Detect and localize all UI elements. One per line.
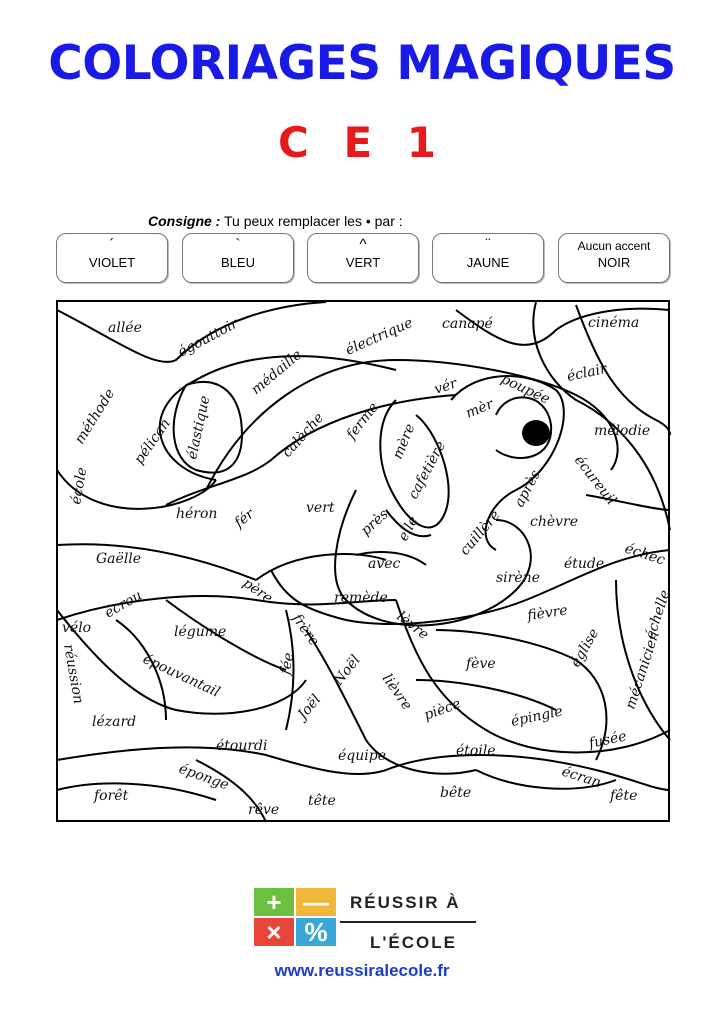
bird-eye [522, 420, 550, 446]
word-label: fièvre [526, 602, 569, 624]
word-label: rêve [248, 802, 280, 818]
word-label: poupée [498, 371, 553, 408]
word-label: élastique [184, 394, 214, 461]
legend-violet [56, 233, 168, 283]
word-label: électrique [343, 314, 416, 359]
word-label: éclair [565, 360, 609, 385]
word-label: après [511, 467, 545, 510]
coloring-drawing [56, 300, 674, 822]
percent-icon: % [296, 918, 336, 946]
word-label: pélican [131, 416, 174, 468]
word-label: forêt [94, 788, 129, 804]
plus-icon: + [254, 888, 294, 916]
word-label: équipe [338, 748, 386, 764]
word-label: lézard [92, 714, 137, 730]
instruction-label: Consigne : [148, 213, 221, 229]
instruction-text: Tu peux remplacer les • par : [223, 213, 403, 229]
word-label: éponge [176, 760, 231, 794]
word-label: fusée [587, 728, 628, 752]
legend-color-label: NOIR [597, 255, 631, 270]
word-label: Gaëlle [96, 551, 142, 567]
word-label: vert [306, 500, 335, 516]
word-label: mère [389, 421, 419, 462]
word-label: fève [466, 656, 496, 672]
legend-jaune [432, 233, 544, 283]
word-label: épouvantail [140, 651, 223, 701]
word-label: fér [231, 506, 258, 532]
word-label: écrou [102, 587, 145, 622]
legend-accent-mark: ´ [109, 236, 115, 253]
word-label: lièvre [378, 671, 415, 714]
word-label: chèvre [530, 514, 579, 530]
grade-subtitle: C E 1 [278, 118, 446, 167]
word-label: méthode [71, 386, 119, 448]
legend-color-label: JAUNE [466, 255, 510, 270]
legend-color-label: BLEU [221, 255, 255, 270]
multiply-icon: × [254, 918, 294, 946]
word-label: elle [395, 513, 422, 544]
word-label: lèvre [393, 608, 432, 644]
word-label: mélodie [594, 423, 651, 439]
word-label: Joël [294, 691, 325, 723]
website-link[interactable]: www.reussiralecole.fr [274, 961, 450, 980]
word-label: héron [176, 506, 218, 522]
minus-icon: — [296, 888, 336, 916]
word-label: père [239, 575, 276, 607]
brand-name-top: RÉUSSIR À [350, 893, 461, 912]
word-label: pièce [421, 695, 463, 724]
word-label: médaille [248, 346, 305, 399]
word-label: Noël [330, 652, 364, 689]
instruction-line [148, 213, 403, 229]
brand-divider [340, 921, 476, 923]
word-label: écureuil [570, 452, 620, 509]
word-label: tête [308, 793, 336, 809]
word-label: mèr [463, 396, 496, 422]
word-label: vér [432, 375, 460, 398]
legend-accent-mark: Aucun accent [577, 239, 651, 253]
page-title: COLORIAGES MAGIQUES [48, 36, 676, 91]
legend-color-label: VIOLET [88, 255, 136, 270]
word-label: étourdi [216, 738, 268, 754]
word-label: bête [440, 785, 472, 801]
word-label: canapé [442, 316, 493, 332]
word-label: étoile [456, 743, 496, 759]
coloring-picture [56, 300, 674, 822]
legend-accent-mark: ` [235, 236, 241, 253]
brand-name-bottom: L'ÉCOLE [370, 933, 457, 952]
word-label: allée [108, 320, 142, 336]
word-label: vélo [62, 620, 92, 636]
word-label: réussion [60, 642, 87, 706]
word-label: échec [622, 540, 667, 569]
word-label: près [357, 506, 392, 539]
word-label: sirène [496, 570, 540, 586]
legend-bleu [182, 233, 294, 283]
word-label: écran [559, 763, 603, 792]
word-label: étude [564, 556, 605, 572]
legend-color-label: VERT [345, 255, 381, 270]
word-label: fée [277, 651, 298, 676]
word-label: ferme [343, 399, 382, 443]
word-label: école [68, 466, 91, 506]
word-label: légume [174, 624, 227, 640]
word-label: église [567, 625, 603, 670]
legend-vert [307, 233, 419, 283]
word-label: remède [334, 590, 388, 606]
word-label: frère [288, 611, 322, 650]
word-label: calèche [279, 409, 328, 461]
word-label: cafetière [405, 438, 450, 502]
legend-accent-mark: ^ [359, 236, 367, 253]
word-label: fête [610, 788, 638, 804]
word-label: égouttoir [175, 315, 241, 361]
legend-accent-mark: ¨ [485, 236, 491, 253]
word-label: avec [368, 556, 401, 572]
word-label: épingle [509, 703, 565, 730]
word-label: cuillère [456, 507, 504, 559]
word-label: échelle [642, 588, 674, 642]
legend-noir [558, 233, 670, 283]
word-label: cinéma [588, 315, 640, 331]
word-label: mécanicien [622, 629, 663, 712]
